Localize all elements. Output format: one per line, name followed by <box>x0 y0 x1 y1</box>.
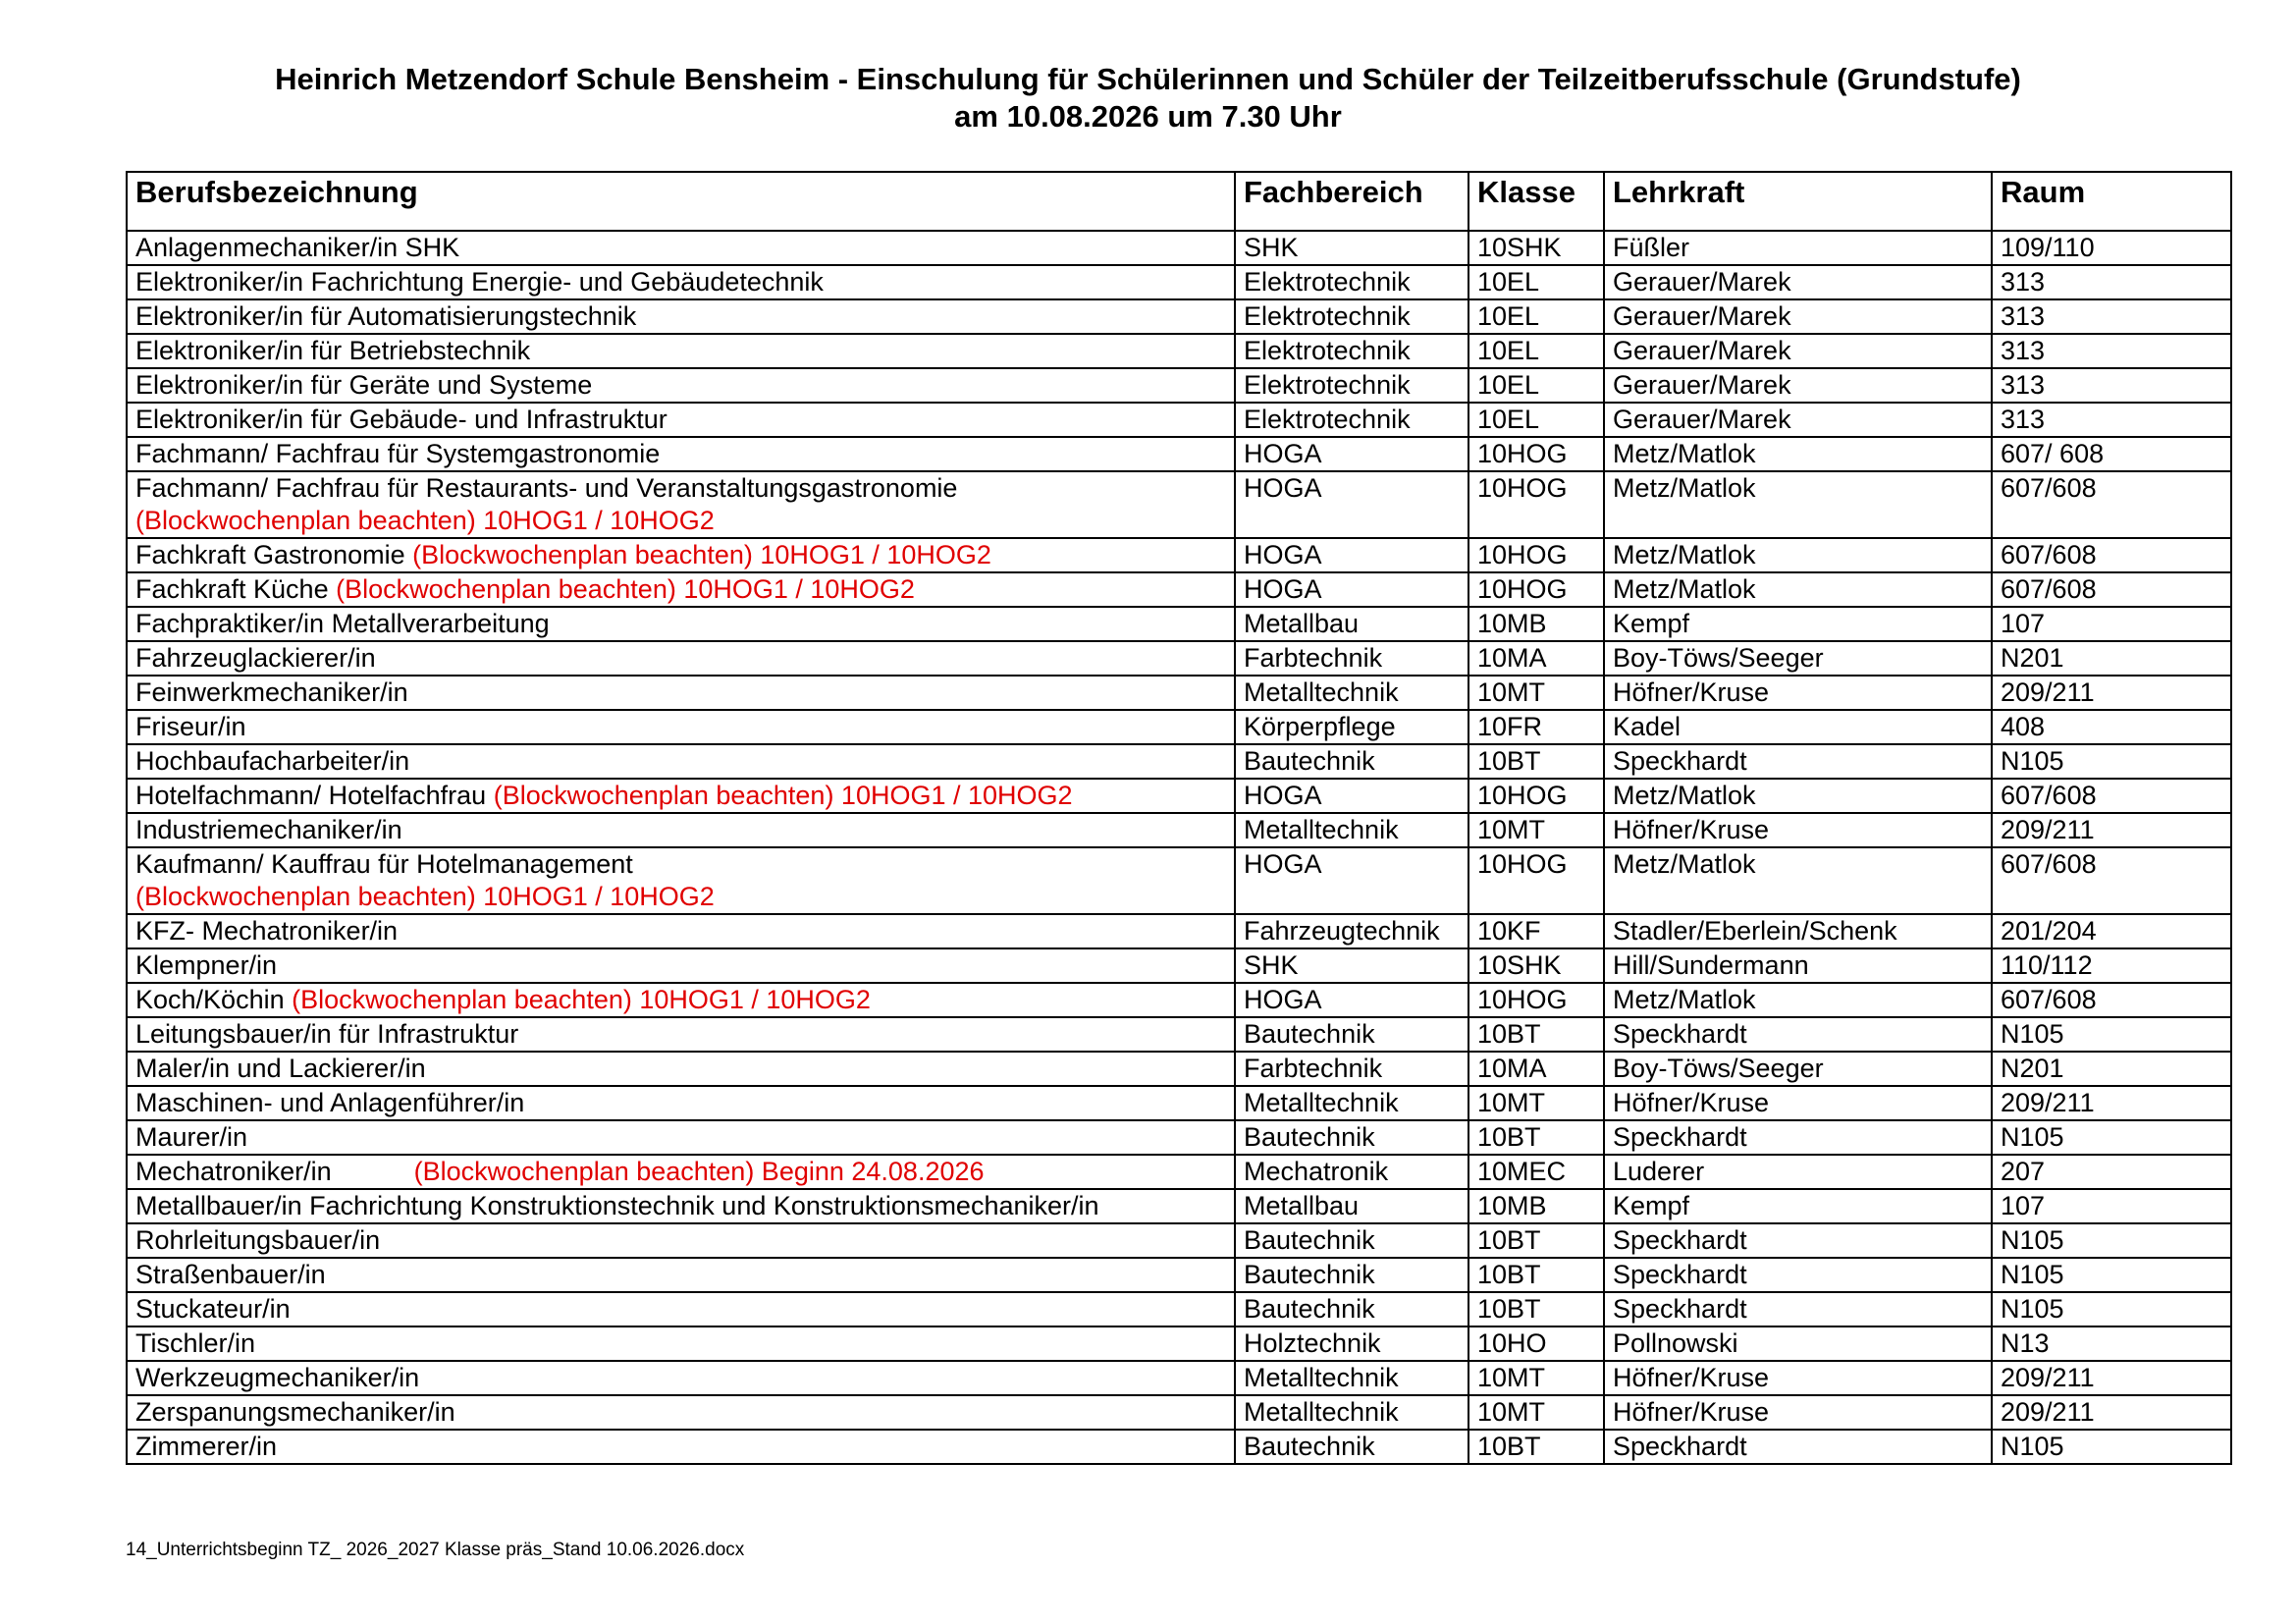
cell-berufsbezeichnung <box>127 1223 1235 1258</box>
beruf-label: Maler/in und Lackierer/in <box>135 1054 426 1083</box>
table-row <box>127 368 2231 403</box>
beruf-label: Fachmann/ Fachfrau für Restaurants- und Veranstaltungsgastronomie <box>135 473 958 503</box>
cell-berufsbezeichnung <box>127 1017 1235 1052</box>
cell-klasse: 10BT <box>1468 1258 1604 1292</box>
cell-lehrkraft: Metz/Matlok <box>1604 847 1992 914</box>
cell-lehrkraft: Gerauer/Marek <box>1604 368 1992 403</box>
table-row <box>127 779 2231 813</box>
cell-klasse: 10HOG <box>1468 437 1604 471</box>
cell-raum: 107 <box>1992 607 2231 641</box>
cell-lehrkraft: Speckhardt <box>1604 1017 1992 1052</box>
table-row <box>127 847 2231 914</box>
cell-fachbereich: HOGA <box>1235 779 1468 813</box>
cell-lehrkraft: Füßler <box>1604 231 1992 265</box>
cell-lehrkraft: Metz/Matlok <box>1604 437 1992 471</box>
table-row <box>127 1326 2231 1361</box>
cell-raum: 209/211 <box>1992 1361 2231 1395</box>
cell-raum: 607/ 608 <box>1992 437 2231 471</box>
cell-berufsbezeichnung <box>127 1120 1235 1155</box>
cell-berufsbezeichnung <box>127 1052 1235 1086</box>
cell-lehrkraft: Stadler/Eberlein/Schenk <box>1604 914 1992 948</box>
beruf-label: Zimmerer/in <box>135 1432 278 1461</box>
cell-fachbereich: Metallbau <box>1235 1189 1468 1223</box>
cell-lehrkraft: Metz/Matlok <box>1604 471 1992 538</box>
cell-klasse: 10MEC <box>1468 1155 1604 1189</box>
cell-klasse: 10BT <box>1468 1430 1604 1464</box>
table-row <box>127 1189 2231 1223</box>
table-row <box>127 1292 2231 1326</box>
cell-fachbereich: Elektrotechnik <box>1235 368 1468 403</box>
cell-lehrkraft: Höfner/Kruse <box>1604 1395 1992 1430</box>
cell-berufsbezeichnung <box>127 914 1235 948</box>
cell-fachbereich: Metalltechnik <box>1235 1395 1468 1430</box>
cell-berufsbezeichnung <box>127 437 1235 471</box>
cell-berufsbezeichnung <box>127 847 1235 914</box>
document-footer: 14_Unterrichtsbeginn TZ_ 2026_2027 Klasse präs_Stand 10.06.2026.docx <box>126 1540 745 1560</box>
cell-fachbereich: Metalltechnik <box>1235 813 1468 847</box>
cell-lehrkraft: Metz/Matlok <box>1604 538 1992 572</box>
beruf-label: Hochbaufacharbeiter/in <box>135 746 410 776</box>
cell-klasse: 10FR <box>1468 710 1604 744</box>
beruf-label: Friseur/in <box>135 712 246 741</box>
cell-berufsbezeichnung <box>127 813 1235 847</box>
cell-berufsbezeichnung <box>127 1395 1235 1430</box>
cell-raum: 201/204 <box>1992 914 2231 948</box>
beruf-label: Mechatroniker/in <box>135 1157 332 1186</box>
column-header-berufsbezeichnung: Berufsbezeichnung <box>127 172 1235 231</box>
cell-raum: N105 <box>1992 1292 2231 1326</box>
cell-fachbereich: Mechatronik <box>1235 1155 1468 1189</box>
cell-klasse: 10MT <box>1468 813 1604 847</box>
cell-lehrkraft: Speckhardt <box>1604 1120 1992 1155</box>
cell-lehrkraft: Gerauer/Marek <box>1604 403 1992 437</box>
cell-lehrkraft: Gerauer/Marek <box>1604 334 1992 368</box>
cell-klasse: 10HOG <box>1468 471 1604 538</box>
table-body <box>127 231 2231 1464</box>
cell-fachbereich: HOGA <box>1235 538 1468 572</box>
cell-fachbereich: HOGA <box>1235 983 1468 1017</box>
cell-lehrkraft: Speckhardt <box>1604 1258 1992 1292</box>
cell-raum: N201 <box>1992 1052 2231 1086</box>
table-row <box>127 948 2231 983</box>
cell-berufsbezeichnung <box>127 1086 1235 1120</box>
cell-lehrkraft: Kempf <box>1604 1189 1992 1223</box>
table-row <box>127 231 2231 265</box>
schedule-table <box>126 171 2232 1465</box>
cell-fachbereich: Körperpflege <box>1235 710 1468 744</box>
beruf-label: Elektroniker/in für Betriebstechnik <box>135 336 531 365</box>
beruf-label: Zerspanungsmechaniker/in <box>135 1397 455 1427</box>
column-header-klasse: Klasse <box>1468 172 1604 231</box>
cell-lehrkraft: Speckhardt <box>1604 1223 1992 1258</box>
cell-fachbereich: Metalltechnik <box>1235 1086 1468 1120</box>
cell-klasse: 10HOG <box>1468 572 1604 607</box>
cell-raum: 313 <box>1992 299 2231 334</box>
table-row <box>127 1223 2231 1258</box>
cell-raum: N13 <box>1992 1326 2231 1361</box>
table-row <box>127 813 2231 847</box>
cell-raum: 209/211 <box>1992 676 2231 710</box>
table-row <box>127 1086 2231 1120</box>
cell-lehrkraft: Speckhardt <box>1604 1430 1992 1464</box>
cell-berufsbezeichnung <box>127 779 1235 813</box>
cell-raum: 607/608 <box>1992 779 2231 813</box>
cell-klasse: 10MA <box>1468 1052 1604 1086</box>
table-row <box>127 710 2231 744</box>
cell-berufsbezeichnung <box>127 265 1235 299</box>
table-row <box>127 1361 2231 1395</box>
cell-berufsbezeichnung <box>127 1189 1235 1223</box>
cell-raum: 109/110 <box>1992 231 2231 265</box>
cell-lehrkraft: Metz/Matlok <box>1604 572 1992 607</box>
table-row <box>127 983 2231 1017</box>
cell-lehrkraft: Speckhardt <box>1604 1292 1992 1326</box>
beruf-label: Fachkraft Küche <box>135 574 329 604</box>
table-row <box>127 299 2231 334</box>
cell-raum: 209/211 <box>1992 1395 2231 1430</box>
cell-lehrkraft: Hill/Sundermann <box>1604 948 1992 983</box>
table-row <box>127 471 2231 538</box>
cell-fachbereich: Elektrotechnik <box>1235 265 1468 299</box>
cell-klasse: 10MT <box>1468 1395 1604 1430</box>
table-row <box>127 1430 2231 1464</box>
blockwochenplan-note: (Blockwochenplan beachten) 10HOG1 / 10HOG2 <box>292 985 871 1014</box>
cell-berufsbezeichnung <box>127 983 1235 1017</box>
cell-fachbereich: Metallbau <box>1235 607 1468 641</box>
cell-raum: 607/608 <box>1992 471 2231 538</box>
beruf-label: Stuckateur/in <box>135 1294 291 1324</box>
cell-raum: 607/608 <box>1992 983 2231 1017</box>
cell-raum: N105 <box>1992 1017 2231 1052</box>
cell-fachbereich: Bautechnik <box>1235 744 1468 779</box>
column-header-raum: Raum <box>1992 172 2231 231</box>
cell-berufsbezeichnung <box>127 1430 1235 1464</box>
cell-fachbereich: Elektrotechnik <box>1235 334 1468 368</box>
cell-fachbereich: HOGA <box>1235 847 1468 914</box>
table-row <box>127 437 2231 471</box>
cell-fachbereich: Bautechnik <box>1235 1120 1468 1155</box>
cell-klasse: 10HOG <box>1468 538 1604 572</box>
blockwochenplan-note: (Blockwochenplan beachten) Beginn 24.08.2026 <box>413 1157 985 1186</box>
cell-klasse: 10EL <box>1468 299 1604 334</box>
table-header-row <box>127 172 2231 231</box>
beruf-label: Werkzeugmechaniker/in <box>135 1363 420 1392</box>
table-row <box>127 265 2231 299</box>
cell-raum: 607/608 <box>1992 847 2231 914</box>
beruf-label: KFZ- Mechatroniker/in <box>135 916 399 946</box>
blockwochenplan-note: (Blockwochenplan beachten) 10HOG1 / 10HOG2 <box>412 540 991 569</box>
cell-berufsbezeichnung <box>127 334 1235 368</box>
table-row <box>127 641 2231 676</box>
cell-fachbereich: Bautechnik <box>1235 1017 1468 1052</box>
cell-fachbereich: Metalltechnik <box>1235 676 1468 710</box>
cell-berufsbezeichnung <box>127 1292 1235 1326</box>
cell-berufsbezeichnung <box>127 1326 1235 1361</box>
cell-klasse: 10HO <box>1468 1326 1604 1361</box>
cell-berufsbezeichnung <box>127 1361 1235 1395</box>
cell-fachbereich: SHK <box>1235 948 1468 983</box>
table-row <box>127 914 2231 948</box>
cell-raum: 408 <box>1992 710 2231 744</box>
cell-raum: N201 <box>1992 641 2231 676</box>
cell-klasse: 10BT <box>1468 1223 1604 1258</box>
cell-klasse: 10MB <box>1468 607 1604 641</box>
cell-berufsbezeichnung <box>127 948 1235 983</box>
cell-fachbereich: Farbtechnik <box>1235 1052 1468 1086</box>
cell-raum: 313 <box>1992 265 2231 299</box>
cell-klasse: 10MT <box>1468 1361 1604 1395</box>
beruf-label: Tischler/in <box>135 1328 256 1358</box>
table-row <box>127 1258 2231 1292</box>
cell-klasse: 10SHK <box>1468 231 1604 265</box>
beruf-label: Rohrleitungsbauer/in <box>135 1225 381 1255</box>
cell-klasse: 10MT <box>1468 676 1604 710</box>
beruf-label: Fachkraft Gastronomie <box>135 540 405 569</box>
cell-fachbereich: Bautechnik <box>1235 1223 1468 1258</box>
cell-fachbereich: Elektrotechnik <box>1235 403 1468 437</box>
cell-klasse: 10SHK <box>1468 948 1604 983</box>
cell-klasse: 10EL <box>1468 265 1604 299</box>
cell-berufsbezeichnung <box>127 231 1235 265</box>
cell-lehrkraft: Metz/Matlok <box>1604 779 1992 813</box>
table-row <box>127 572 2231 607</box>
beruf-label: Koch/Köchin <box>135 985 285 1014</box>
table-row <box>127 1017 2231 1052</box>
table-row <box>127 1052 2231 1086</box>
cell-klasse: 10BT <box>1468 1017 1604 1052</box>
cell-lehrkraft: Höfner/Kruse <box>1604 1086 1992 1120</box>
cell-lehrkraft: Metz/Matlok <box>1604 983 1992 1017</box>
cell-fachbereich: Fahrzeugtechnik <box>1235 914 1468 948</box>
cell-lehrkraft: Gerauer/Marek <box>1604 299 1992 334</box>
beruf-label: Hotelfachmann/ Hotelfachfrau <box>135 781 487 810</box>
beruf-label: Straßenbauer/in <box>135 1260 326 1289</box>
beruf-label: Industriemechaniker/in <box>135 815 402 844</box>
cell-fachbereich: HOGA <box>1235 437 1468 471</box>
cell-klasse: 10MA <box>1468 641 1604 676</box>
cell-fachbereich: HOGA <box>1235 572 1468 607</box>
cell-berufsbezeichnung <box>127 710 1235 744</box>
cell-fachbereich: Bautechnik <box>1235 1430 1468 1464</box>
cell-berufsbezeichnung <box>127 538 1235 572</box>
cell-fachbereich: SHK <box>1235 231 1468 265</box>
table-row <box>127 607 2231 641</box>
cell-fachbereich: Metalltechnik <box>1235 1361 1468 1395</box>
cell-klasse: 10MT <box>1468 1086 1604 1120</box>
cell-berufsbezeichnung <box>127 299 1235 334</box>
cell-lehrkraft: Speckhardt <box>1604 744 1992 779</box>
cell-berufsbezeichnung <box>127 641 1235 676</box>
beruf-label: Feinwerkmechaniker/in <box>135 677 408 707</box>
table-row <box>127 1155 2231 1189</box>
column-header-lehrkraft: Lehrkraft <box>1604 172 1992 231</box>
beruf-label: Elektroniker/in für Automatisierungstechnik <box>135 301 637 331</box>
cell-klasse: 10BT <box>1468 1120 1604 1155</box>
cell-klasse: 10HOG <box>1468 983 1604 1017</box>
beruf-label: Anlagenmechaniker/in SHK <box>135 233 460 262</box>
beruf-label: Elektroniker/in für Gebäude- und Infrastruktur <box>135 405 667 434</box>
blockwochenplan-note: (Blockwochenplan beachten) 10HOG1 / 10HOG2 <box>493 781 1073 810</box>
beruf-label: Leitungsbauer/in für Infrastruktur <box>135 1019 519 1049</box>
beruf-label: Klempner/in <box>135 950 278 980</box>
cell-lehrkraft: Boy-Töws/Seeger <box>1604 641 1992 676</box>
cell-berufsbezeichnung <box>127 368 1235 403</box>
cell-berufsbezeichnung <box>127 676 1235 710</box>
cell-klasse: 10HOG <box>1468 779 1604 813</box>
table-row <box>127 538 2231 572</box>
cell-raum: 209/211 <box>1992 813 2231 847</box>
cell-berufsbezeichnung <box>127 403 1235 437</box>
cell-lehrkraft: Höfner/Kruse <box>1604 1361 1992 1395</box>
beruf-label: Elektroniker/in für Geräte und Systeme <box>135 370 593 400</box>
title-line-1: Heinrich Metzendorf Schule Bensheim - Einschulung für Schülerinnen und Schüler der Teilzeitberufsschule (Grundstufe) <box>275 62 2021 96</box>
beruf-label: Maurer/in <box>135 1122 248 1152</box>
cell-fachbereich: Holztechnik <box>1235 1326 1468 1361</box>
cell-raum: 209/211 <box>1992 1086 2231 1120</box>
cell-raum: N105 <box>1992 1120 2231 1155</box>
cell-fachbereich: Elektrotechnik <box>1235 299 1468 334</box>
cell-raum: 207 <box>1992 1155 2231 1189</box>
blockwochenplan-note: (Blockwochenplan beachten) 10HOG1 / 10HOG2 <box>135 882 715 911</box>
cell-klasse: 10KF <box>1468 914 1604 948</box>
cell-lehrkraft: Höfner/Kruse <box>1604 813 1992 847</box>
cell-lehrkraft: Kadel <box>1604 710 1992 744</box>
cell-klasse: 10BT <box>1468 1292 1604 1326</box>
cell-lehrkraft: Kempf <box>1604 607 1992 641</box>
beruf-label: Fachmann/ Fachfrau für Systemgastronomie <box>135 439 661 468</box>
cell-lehrkraft: Höfner/Kruse <box>1604 676 1992 710</box>
cell-raum: 607/608 <box>1992 538 2231 572</box>
table-row <box>127 1395 2231 1430</box>
beruf-label: Fachpraktiker/in Metallverarbeitung <box>135 609 550 638</box>
cell-raum: N105 <box>1992 1258 2231 1292</box>
cell-raum: 107 <box>1992 1189 2231 1223</box>
cell-klasse: 10EL <box>1468 368 1604 403</box>
cell-raum: 313 <box>1992 368 2231 403</box>
cell-fachbereich: Bautechnik <box>1235 1292 1468 1326</box>
cell-lehrkraft: Pollnowski <box>1604 1326 1992 1361</box>
cell-raum: N105 <box>1992 1430 2231 1464</box>
cell-klasse: 10EL <box>1468 403 1604 437</box>
beruf-label: Fahrzeuglackierer/in <box>135 643 376 673</box>
cell-klasse: 10MB <box>1468 1189 1604 1223</box>
cell-raum: 313 <box>1992 334 2231 368</box>
blockwochenplan-note: (Blockwochenplan beachten) 10HOG1 / 10HOG2 <box>135 506 715 535</box>
column-header-fachbereich: Fachbereich <box>1235 172 1468 231</box>
beruf-label: Maschinen- und Anlagenführer/in <box>135 1088 525 1117</box>
cell-raum: 607/608 <box>1992 572 2231 607</box>
cell-berufsbezeichnung <box>127 572 1235 607</box>
cell-raum: N105 <box>1992 744 2231 779</box>
cell-fachbereich: Bautechnik <box>1235 1258 1468 1292</box>
table-row <box>127 334 2231 368</box>
cell-lehrkraft: Luderer <box>1604 1155 1992 1189</box>
cell-berufsbezeichnung <box>127 471 1235 538</box>
cell-berufsbezeichnung <box>127 607 1235 641</box>
beruf-label: Metallbauer/in Fachrichtung Konstruktionstechnik und Konstruktionsmechaniker/in <box>135 1191 1099 1220</box>
cell-klasse: 10BT <box>1468 744 1604 779</box>
table-row <box>127 676 2231 710</box>
table-row <box>127 403 2231 437</box>
cell-fachbereich: HOGA <box>1235 471 1468 538</box>
cell-raum: 110/112 <box>1992 948 2231 983</box>
cell-klasse: 10EL <box>1468 334 1604 368</box>
blockwochenplan-note: (Blockwochenplan beachten) 10HOG1 / 10HOG2 <box>336 574 915 604</box>
beruf-label: Elektroniker/in Fachrichtung Energie- und Gebäudetechnik <box>135 267 824 297</box>
cell-berufsbezeichnung <box>127 1155 1235 1189</box>
cell-lehrkraft: Gerauer/Marek <box>1604 265 1992 299</box>
page-title <box>0 61 2296 135</box>
cell-berufsbezeichnung <box>127 744 1235 779</box>
cell-klasse: 10HOG <box>1468 847 1604 914</box>
beruf-label: Kaufmann/ Kauffrau für Hotelmanagement <box>135 849 633 879</box>
cell-raum: 313 <box>1992 403 2231 437</box>
cell-raum: N105 <box>1992 1223 2231 1258</box>
cell-fachbereich: Farbtechnik <box>1235 641 1468 676</box>
cell-lehrkraft: Boy-Töws/Seeger <box>1604 1052 1992 1086</box>
table-row <box>127 744 2231 779</box>
title-line-2: am 10.08.2026 um 7.30 Uhr <box>954 99 1342 134</box>
table-row <box>127 1120 2231 1155</box>
cell-berufsbezeichnung <box>127 1258 1235 1292</box>
